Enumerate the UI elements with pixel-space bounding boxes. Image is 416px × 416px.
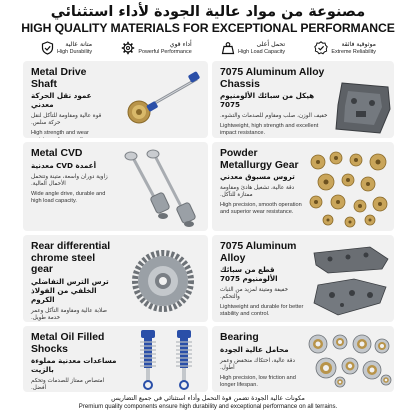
footer-text-en: Premium quality components ensure high durability and exceptional performance on all terrains. [78,403,338,410]
card-title: Metal CVD [31,148,83,159]
card-title: Bearing [220,332,259,343]
card-subtitle-ar: محامل عالية الجودة [220,344,289,354]
footer-text-ar: مكونات عالية الجودة تضمن قوة التحمل وأداء استثنائي في جميع التضاريس [111,395,305,402]
card-metal-drive-shaft [23,61,208,138]
card-desc-ar: دقة عالية، احتكاك منخفض وعمر أطول. [220,357,295,371]
card-aluminum-chassis [212,61,394,138]
drive-shaft-image [119,71,205,129]
card-title: 7075 Aluminum Alloy Chassis [220,67,325,90]
shield-check-icon [40,41,54,55]
card-title: Powder Metallurgy Gear [220,148,299,171]
cvd-image [117,146,205,228]
card-desc-ar: امتصاص ممتاز للصدمات وتحكم أفضل. [31,378,105,392]
card-aluminum-alloy [212,235,394,322]
card-subtitle-ar: أعمدة CVD معدنية [31,160,97,170]
card-subtitle-ar: قطع من سبائك الألومنيوم 7075 [220,265,278,283]
card-subtitle-ar: عمود نقل الحركة معدني [31,91,92,109]
feature-label-ar: موثوقية فائقة [341,40,376,48]
card-powder-metallurgy-gear [212,142,394,231]
shocks-image [131,328,205,390]
footer [0,394,416,411]
card-desc-en: Lightweight, high strength and excellent impact resistance. [220,123,319,136]
feature-row [40,37,376,59]
badge-check-icon [314,41,328,55]
gears-image [304,148,392,228]
differential-gear-image [123,249,203,313]
card-title: 7075 Aluminum Alloy [220,241,297,264]
card-metal-oil-shocks [23,326,208,392]
card-desc-en: High precision, low friction and longer lifespan. [220,374,296,388]
weight-icon [221,41,235,55]
card-title: Rear differential chrome steel gear [31,241,111,275]
card-subtitle-ar: مساعدات معدنية مملوءة بالزيت [31,356,117,374]
card-desc-en: Lightweight and durable for better stability and control. [220,304,304,318]
feature-label-ar: أداء قوي [169,40,192,48]
title-english: HIGH QUALITY MATERIALS FOR EXCEPTIONAL PERFORMANCE [21,21,395,35]
feature-label-en: High Durability [57,48,93,55]
bearings-image [306,332,392,388]
chassis-image [332,79,394,137]
card-bearing [212,326,394,392]
feature-label-en: High Load Capacity [238,48,286,55]
card-subtitle-ar: تروس مسبوق معدني [220,172,295,181]
card-desc-en: Wide angle drive, durable and high load capacity. [31,190,106,204]
card-desc-ar: خفيف الوزن، صلب ومقاوم للصدمات والتشوه. [220,113,328,119]
feature-durability [40,37,92,59]
gear-icon [121,41,135,55]
card-desc-en: High strength and wear [31,130,89,137]
alloy-plates-image [308,243,392,319]
feature-label-ar: متانة عالية [65,40,93,48]
card-desc-en: High precision, smooth operation and superior wear resistance. [220,202,302,216]
card-desc-ar: صلابة عالية ومقاومة التآكل وعمر خدمة طويل. [31,307,108,321]
feature-label-en: Powerful Performance [138,48,192,55]
card-subtitle-ar: ترس الترس التفاضلي الخلفي من الفولاذ الكروم [31,276,109,304]
card-subtitle-ar: هيكل من سبائك الألومنيوم 7075 [220,91,315,109]
card-title: Metal Oil Filled Shocks [31,332,105,355]
card-desc-ar: دقة عالية، تشغيل هادئ ومقاومة ممتازة للتآكل. [220,185,295,199]
card-rear-differential-gear [23,235,208,322]
card-title: Metal Drive Shaft [31,67,87,90]
card-desc-ar: زاوية دوران واسعة، متينة وتتحمل الأحمال العالية. [31,173,108,187]
feature-label-ar: تحمل أعلى [256,40,286,48]
feature-performance [121,37,191,59]
feature-load [221,37,285,59]
feature-label-en: Extreme Reliability [331,48,376,55]
card-metal-cvd [23,142,208,231]
title-arabic: مصنوعة من مواد عالية الجودة لأداء استثنائي [50,4,366,20]
card-desc-ar: خفيفة ومتينة لمزيد من الثبات والتحكم. [220,287,289,301]
card-desc-ar: قوة عالية ومقاومة للتآكل لنقل حركة سلس. [31,113,102,127]
feature-reliability [314,37,376,59]
